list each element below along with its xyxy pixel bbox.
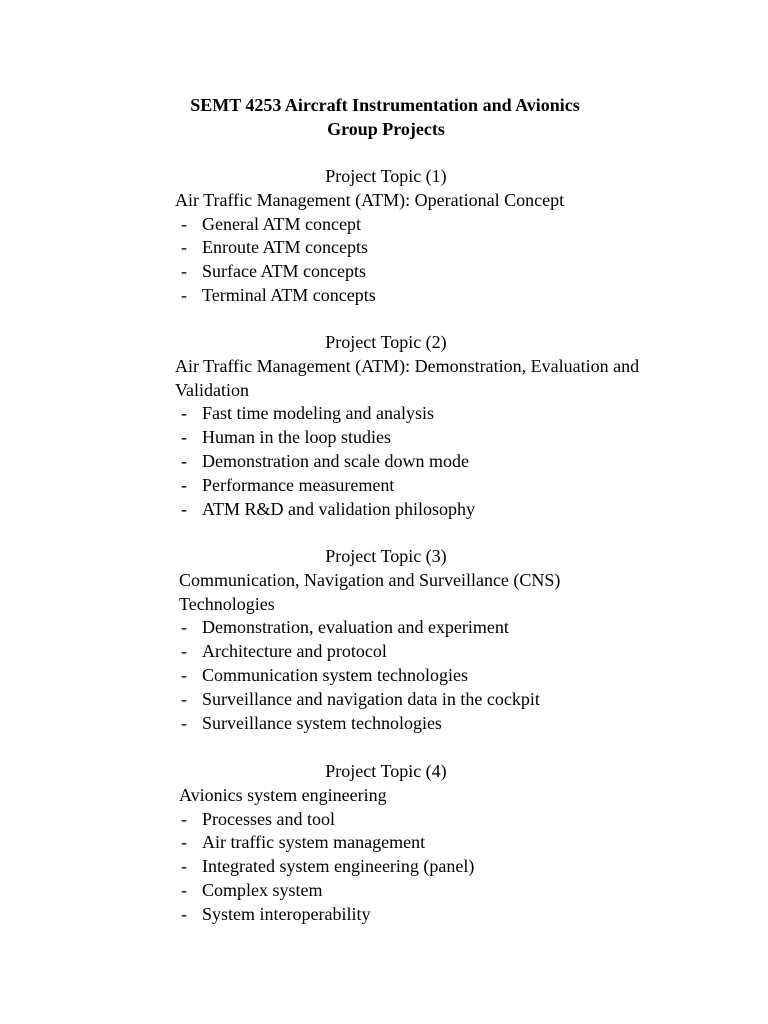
bullet-marker: - [181,712,187,733]
list-item-text: Surveillance system technologies [202,712,442,733]
bullet-marker: - [181,903,187,924]
list-item-text: Architecture and protocol [202,641,387,662]
bullet-marker: - [181,808,187,829]
list-item [0,474,768,498]
list-item [0,664,768,688]
list-item [0,616,768,640]
bullet-marker: - [181,427,187,448]
list-item-text: Processes and tool [202,808,335,829]
list-item-text: Integrated system engineering (panel) [202,856,475,877]
list-item [0,855,768,879]
project-topic-1 [0,165,768,308]
list-item-text: Enroute ATM concepts [202,237,368,258]
bullet-marker: - [181,213,187,234]
topic-heading: Project Topic (1) [325,166,447,186]
bullet-marker: - [181,403,187,424]
list-item [0,284,768,308]
list-item [0,236,768,260]
topic-heading: Project Topic (3) [325,546,447,566]
list-item [0,903,768,927]
project-topic-3 [0,545,768,735]
bullet-marker: - [181,450,187,471]
list-item [0,260,768,284]
bullet-marker: - [181,261,187,282]
list-item [0,831,768,855]
bullet-marker: - [181,664,187,685]
bullet-marker: - [181,284,187,305]
list-item [0,213,768,237]
topic-heading: Project Topic (2) [325,332,447,352]
list-item-text: System interoperability [202,903,371,924]
document-title: SEMT 4253 Aircraft Instrumentation and Avionics [190,95,580,115]
list-item-text: Terminal ATM concepts [202,284,376,305]
bullet-marker: - [181,688,187,709]
topic-item-list [0,402,768,521]
bullet-marker: - [181,641,187,662]
list-item-text: Fast time modeling and analysis [202,403,434,424]
list-item-text: Performance measurement [202,474,395,495]
project-topic-4 [0,760,768,927]
bullet-marker: - [181,832,187,853]
document-header [0,94,768,142]
topic-title: Air Traffic Management (ATM): Operational Concept [175,189,565,210]
list-item-text: Surface ATM concepts [202,261,366,282]
list-item-text: Demonstration and scale down mode [202,450,469,471]
list-item [0,712,768,736]
list-item-text: Complex system [202,879,323,900]
list-item [0,640,768,664]
bullet-marker: - [181,856,187,877]
list-item [0,426,768,450]
topic-item-list [0,213,768,308]
list-item-text: Surveillance and navigation data in the cockpit [202,688,540,709]
topic-heading: Project Topic (4) [325,761,447,781]
list-item-text: General ATM concept [202,213,361,234]
bullet-marker: - [181,474,187,495]
list-item [0,688,768,712]
document-subtitle: Group Projects [327,118,445,139]
list-item-text: Air traffic system management [202,832,426,853]
bullet-marker: - [181,498,187,519]
bullet-marker: - [181,617,187,638]
list-item-text: Human in the loop studies [202,427,391,448]
list-item [0,879,768,903]
list-item [0,402,768,426]
list-item-text: Communication system technologies [202,664,468,685]
topic-item-list [0,616,768,735]
bullet-marker: - [181,879,187,900]
topic-title: Avionics system engineering [179,784,387,805]
topic-title: Communication, Navigation and Surveillance (CNS) Technologies [179,569,561,614]
list-item [0,808,768,832]
list-item-text: ATM R&D and validation philosophy [202,498,475,519]
topic-item-list [0,808,768,927]
topic-title: Air Traffic Management (ATM): Demonstration, Evaluation and Validation [175,355,640,400]
list-item-text: Demonstration, evaluation and experiment [202,617,509,638]
project-topic-2 [0,331,768,521]
bullet-marker: - [181,237,187,258]
list-item [0,450,768,474]
list-item [0,498,768,522]
